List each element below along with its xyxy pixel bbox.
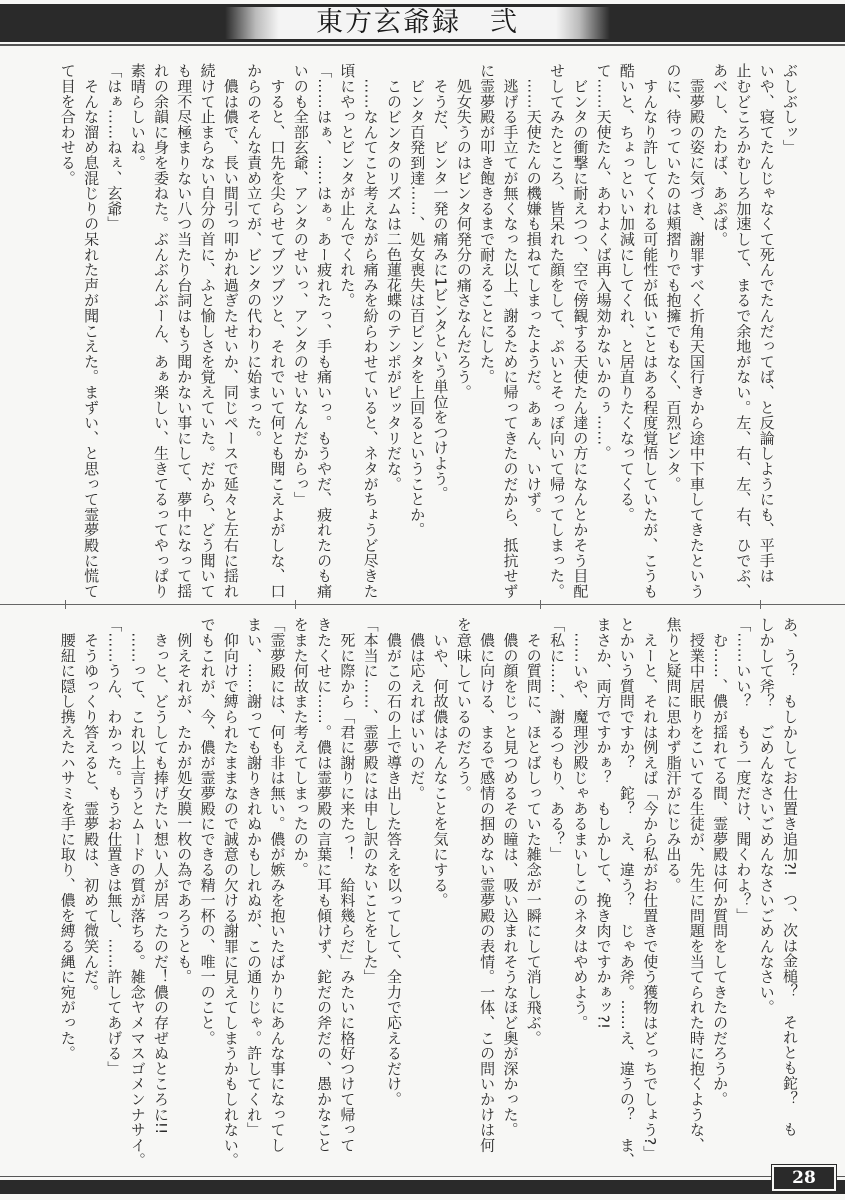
text-column: 儂の顔をじっと見つめるその瞳は、吸い込まれそうなほど奥が深かった。 — [501, 617, 520, 1138]
text-column: に霊夢殿が叩き飽きるまで耐えることにした。 — [478, 63, 497, 385]
text-column: きたくせに……。儂は霊夢殿の言葉に耳も傾けず、鉈だの斧だの、愚かなこと — [315, 617, 334, 1153]
text-column: 仰向けで縛られたままなので誠意の欠ける謝罪に見えてしまうかもしれない。 — [221, 617, 240, 1168]
text-column: 死に際から「君に謝りに来たっ！ 給料幾らだ」みたいに格好つけて帰って — [338, 617, 357, 1153]
title-panel — [225, 7, 610, 39]
text-column: そんな溜め息混じりの呆れた声が聞こえた。まずい、と思って霊夢殿に慌て — [82, 63, 101, 599]
footer-rule — [0, 1176, 845, 1177]
text-column: 逃げる手立てが無くなった以上、謝るために帰ってきたのだから、抵抗せず — [501, 63, 520, 599]
text-column: せしてみたところ、皆呆れた顔をして、ぷいとそっぽ向いて帰ってしまった。 — [548, 63, 567, 599]
text-column: 素晴らしいね。 — [128, 63, 147, 171]
bottom-text-block — [51, 617, 801, 1168]
text-column: しかして斧？ ごめんなさいごめんなさいごめんなさい。 — [757, 617, 776, 1015]
text-column: そうだ、ビンタ一発の痛みに1ビンタという単位をつけよう。 — [431, 63, 450, 502]
text-column: ビンタ百発到達……、処女喪失は百ビンタを上回るということか。 — [408, 63, 427, 538]
text-column: 授業中居眠りをこいてる生徒が、先生に問題を当てられた時に抱くような、 — [687, 617, 706, 1153]
text-column: いのも全部玄爺、アンタのせいっ、アンタのせいなんだからっ」 — [291, 63, 310, 507]
text-column: 霊夢殿の姿に気づき、謝罪すべく折角天国行きから途中下車してきたという — [687, 63, 706, 599]
text-column: 儂は応えればいいのだ。 — [408, 617, 427, 801]
text-column: 「……はぁ、……はぁ。あー疲れたっ、手も痛いっ。もうやだ、疲れたのも痛 — [315, 63, 334, 599]
text-column: ……なんてこと考えながら痛みを紛らわせていると、ネタがちょうど尽きた — [361, 63, 380, 599]
text-column: ぶしぶしッ」 — [781, 63, 799, 155]
text-column: からのそんな責め立てが、ビンタの代わりに始まった。 — [245, 63, 264, 446]
text-column: 頃にやっとビンタが止んでくれた。 — [338, 63, 357, 308]
text-column: て……天使たん、あわよくば再入場効かないかのぅ……。 — [594, 63, 613, 461]
text-column: 続けて止まらない自分の首に、ふと愉しさを覚えていた。だから、どう聞いて — [198, 63, 217, 599]
text-column: でもこれが、今、儂が霊夢殿にできる精一杯の、唯一のこと。 — [198, 617, 217, 1046]
text-column: えーと、それは例えば「今から私がお仕置きで使う獲物はどっちでしょう?」 — [641, 617, 660, 1161]
text-column: いや、何故儂はそんなことを気にする。 — [431, 617, 450, 908]
text-column: 焦りと疑問に思わず脂汗がにじみ出る。 — [664, 617, 683, 893]
text-column: のに、待っていたのは頬摺りでも抱擁でもなく、百烈ビンタ。 — [664, 63, 683, 492]
text-column: きっと、どうしても捧げたい想い人が居ったのだ！儂の存ぜぬところに!! — [151, 617, 170, 1135]
divider-tick — [540, 600, 541, 609]
page-number: 28 — [772, 1165, 836, 1191]
text-column: ……いや、魔理沙殿じゃあるまいしこのネタはやめよう。 — [571, 617, 590, 1031]
text-column: 例えそれが、たかが処女膜一枚の為であろうとも。 — [175, 617, 194, 985]
text-column: ……天使たんの機嫌も損ねてしまったようだ。あぁん、いけず。 — [524, 63, 543, 522]
top-text-block — [51, 63, 801, 598]
text-column: あ、う？ もしかしてお仕置き追加?! つ、次は金槌？ それとも鉈？ も — [781, 617, 799, 1137]
text-column: 「……いい？ もう一度だけ、聞くわよ？」 — [734, 617, 753, 923]
text-column: ……って、これ以上言うとムードの質が落ちる。雑念ヤメマスゴメンナサイ。 — [128, 617, 147, 1168]
text-column: をまた何故また考えてしまったのか。 — [291, 617, 310, 878]
text-column: 処女失うのはビンタ何発分の痛さなんだろう。 — [454, 63, 473, 400]
text-column: すると、口先を尖らせてブツブツと、それでいて何とも聞こえよがしな、口 — [268, 63, 287, 599]
text-column: 儂に向ける、まるで感情の掴めない霊夢殿の表情。一体、この問いかけは何 — [478, 617, 497, 1153]
divider-tick — [295, 600, 296, 609]
text-column: 酷いと、ちょっといい加減にしてくれ、と居直りたくなってくる。 — [617, 63, 636, 522]
page-title: 東方玄爺録 弐 — [316, 7, 519, 38]
text-column: を意味しているのだろう。 — [454, 617, 473, 801]
divider-tick — [65, 600, 66, 609]
text-column: いや、寝てたんじゃなくて死んでたんだってば、と反論しようにも、平手は — [757, 63, 776, 584]
text-column: 止むどころかむしろ加速して、まるで余地がない。左、右、左、右、ひでぶ、 — [734, 63, 753, 599]
text-column: れの余韻に身を委ねた。ぶんぶんぶーん、あぁ楽しい、生きてるってやっぱり — [151, 63, 170, 599]
text-column: む……、儂が揺れてる間、霊夢殿は何か質問をしてきたのだろうか。 — [711, 617, 730, 1107]
text-column: あべし、たわば、あぷぱ。 — [711, 63, 730, 247]
text-column: 「霊夢殿には、何も非は無い。儂が嫉みを抱いたばかりにあんな事になってし — [268, 617, 287, 1153]
text-column: ビンタの衝撃に耐えつつ、空で傍観する天使たん達の方になんとかそう目配 — [571, 63, 590, 599]
text-column: 「……うん、わかった。もうお仕置きは無し、……許してあげる」 — [105, 617, 124, 1076]
text-column: も理不尽極まりない八つ当たり台詞はもう聞かない事にして、夢中になって揺 — [175, 63, 194, 599]
text-column: 腰紐に隠し携えたハサミを手に取り、儂を縛る縄に宛がった。 — [58, 617, 77, 1061]
text-column: このビンタのリズムは二色蓮花蝶のテンポがピッタリだな。 — [384, 63, 403, 492]
text-column: まい、……謝っても謝りきれぬかもしれぬが、この通りじゃ。許してくれ」 — [245, 617, 264, 1138]
section-divider — [0, 604, 845, 605]
footer-bar — [0, 1180, 845, 1194]
text-column: 儂は儂で、長い間引っ叩かれ過ぎたせいか、同じペースで延々と左右に揺れ — [221, 63, 240, 599]
text-column: 「本当に……、霊夢殿には申し訳のないことをした」 — [361, 617, 380, 985]
text-column: 「私に……、謝るつもり、ある？」 — [548, 617, 567, 862]
text-column: すんなり許してくれる可能性が低いことはある程度覚悟していたが、こうも — [641, 63, 660, 599]
text-column: 「はぁ……ねぇ、玄爺」 — [105, 63, 124, 232]
text-column: まさか、両方ですかぁ？ もしかして、挽き肉ですかぁッ?! — [594, 617, 613, 1030]
text-column: て目を合わせる。 — [58, 63, 77, 186]
text-column: その質問に、ほとばしっていた雑念が一瞬にして消し飛ぶ。 — [524, 617, 543, 1046]
divider-tick — [760, 600, 761, 609]
text-column: そうゆっくり答えると、霊夢殿は、初めて微笑んだ。 — [82, 617, 101, 1000]
text-column: とかいう質問ですか？ 鉈？ え、違う？ じゃあ斧。……え、違うの？ ま、 — [617, 617, 636, 1168]
text-column: 儂がこの石の上で導き出した答えを以ってして、全力で応えるだけ。 — [384, 617, 403, 1107]
header-rule — [0, 44, 845, 46]
